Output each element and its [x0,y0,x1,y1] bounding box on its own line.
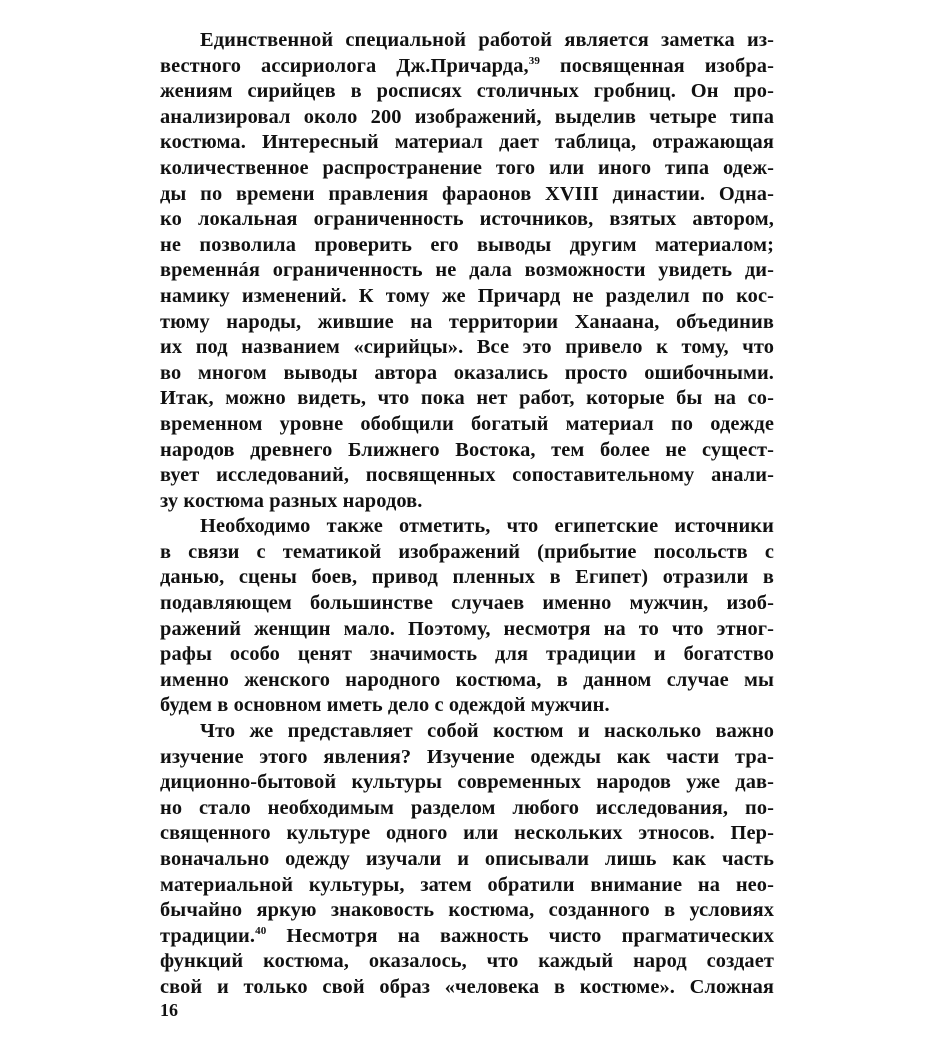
text-line: изучение этого явления? Изучение одежды как части тра- [160,745,774,768]
text-fragment: традиции. [160,924,256,947]
text-line: диционно-бытовой культуры современных народов уже дав- [160,771,774,794]
text-line: жениям сирийцев в росписях столичных гробниц. Он про- [160,80,774,103]
page-number: 16 [160,1000,178,1020]
text-line: временном уровне обобщили богатый материал по одежде [160,412,774,435]
text-line: материальной культуры, затем обратили внимание на нео- [160,873,774,896]
text-line: но стало необходимым разделом любого исследования, по- [160,796,774,819]
text-line: тюму народы, жившие на территории Ханаана, объединив [160,310,774,333]
text-fragment: Несмотря на важность чисто прагматических [266,924,774,947]
text-line: не позволила проверить его выводы другим материалом; [160,233,774,256]
text-line: функций костюма, оказалось, что каждый народ создает [160,950,774,973]
text-line: бычайно яркую знаковость костюма, созданного в условиях [160,899,774,922]
paragraph-3 [160,719,774,1001]
footnote-ref-40[interactable]: 40 [255,924,267,937]
text-line: их под названием «сирийцы». Все это привело к тому, что [160,336,774,359]
text-line: именно женского народного костюма, в данном случае мы [160,668,774,691]
text-line: во многом выводы автора оказались просто ошибочными. [160,361,774,384]
paragraph-2 [160,514,774,719]
text-line: анализировал около 200 изображений, выделив четыре типа [160,105,774,128]
text-fragment: вестного ассириолога Дж.Причарда, [160,54,529,77]
text-line: ко локальная ограниченность источников, взятых автором, [160,208,774,231]
text-line: рафы особо ценят значимость для традиции и богатство [160,643,774,666]
text-line: ды по времени правления фараонов XVIII династии. Одна- [160,182,774,205]
text-line: зу костюма разных народов. [160,489,423,512]
text-line: будем в основном иметь дело с одеждой мужчин. [160,694,610,717]
text-line: священного культуре одного или нескольких этносов. Пер- [160,822,774,845]
text-line: Необходимо также отметить, что египетские источники [200,515,774,538]
text-fragment: посвященная изобра- [539,54,774,77]
text-line: подавляющем большинстве случаев именно мужчин, изоб- [160,592,774,615]
text-line: Что же представляет собой костюм и насколько важно [200,720,774,743]
text-line: Единственной специальной работой является заметка из- [200,29,774,51]
text-line: временнáя ограниченность не дала возможности увидеть ди- [160,259,774,282]
text-line: намику изменений. К тому же Причард не разделил по кос- [160,284,774,307]
text-line [160,924,774,950]
footnote-ref-39[interactable]: 39 [528,54,540,67]
text-line [160,54,774,80]
text-line: Итак, можно видеть, что пока нет работ, которые бы на со- [160,387,774,410]
text-line: свой и только свой образ «человека в костюме». Сложная [160,975,774,998]
page-body [160,28,774,1001]
text-line: вует исследований, посвященных сопоставительному анали- [160,464,774,487]
text-line: в связи с тематикой изображений (прибытие посольств с [160,540,774,563]
text-line: данью, сцены боев, привод пленных в Египет) отразили в [160,566,774,589]
text-line: количественное распространение того или иного типа одеж- [160,156,774,179]
text-line: воначально одежду изучали и описывали лишь как часть [160,848,774,870]
text-line: костюма. Интересный материал дает таблица, отражающая [160,131,774,154]
text-line: ражений женщин мало. Поэтому, несмотря на то что этног- [160,617,774,640]
paragraph-1 [160,28,774,514]
text-line: народов древнего Ближнего Востока, тем более не сущест- [160,438,774,461]
